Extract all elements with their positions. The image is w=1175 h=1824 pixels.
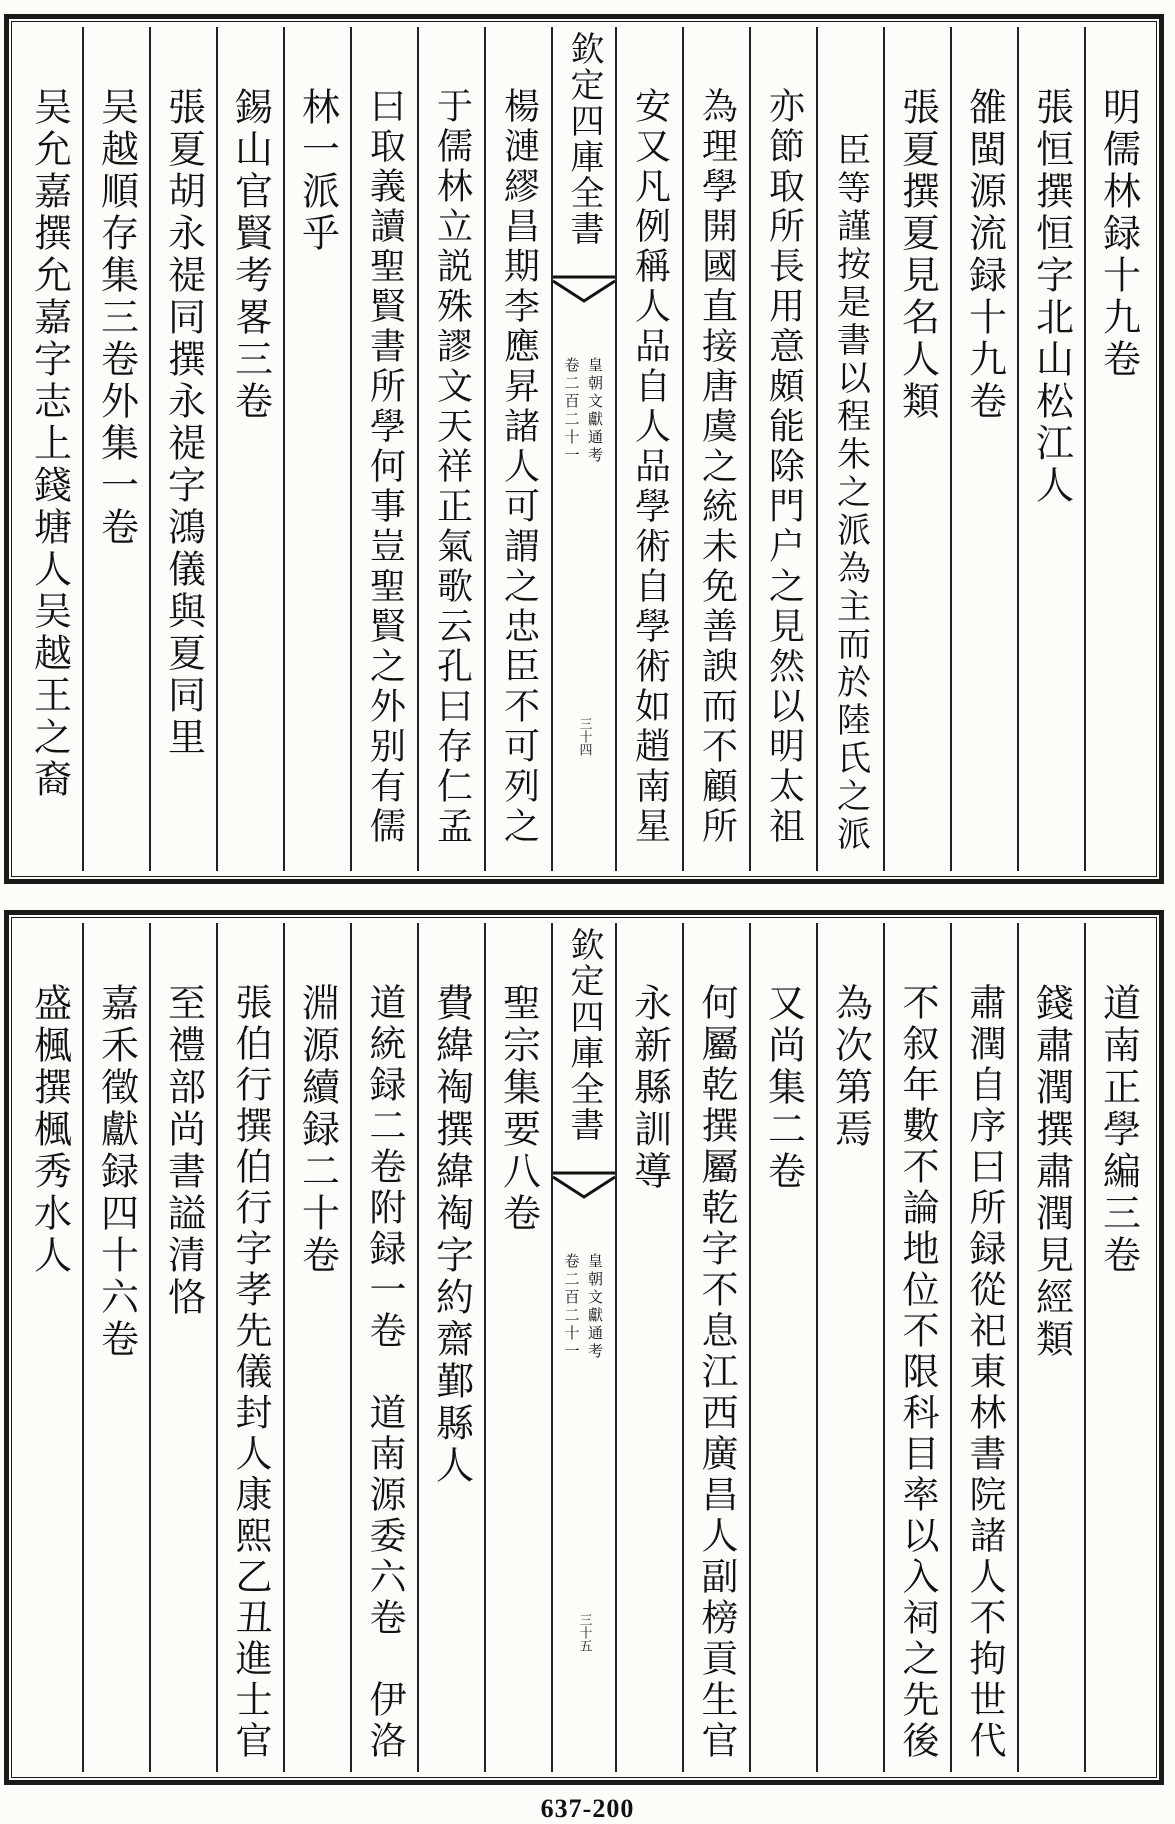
leaf-number: 三十四 (576, 717, 592, 756)
text-column (682, 27, 749, 871)
text-column (283, 27, 350, 871)
source-title: 皇朝文獻通考 (586, 1253, 604, 1361)
text-column (417, 923, 484, 1772)
column-text: 道南正學編三卷 (1096, 983, 1141, 1277)
bottom-page (4, 910, 1164, 1785)
column-text: 至禮部尚書謚清恪 (161, 983, 206, 1319)
column-text: 錢肅潤撰肅潤見經類 (1029, 983, 1074, 1361)
center-fold-column (551, 923, 615, 1772)
text-column (149, 27, 216, 871)
text-column (1017, 27, 1084, 871)
text-column (1084, 923, 1151, 1772)
fishtail-mark-icon (553, 1171, 615, 1211)
text-column (615, 27, 682, 871)
column-text: 雒閩源流録十九卷 (962, 87, 1007, 423)
text-column (82, 923, 149, 1772)
top-page (4, 14, 1164, 884)
column-text: 林一派乎 (295, 87, 340, 255)
column-text: 吴允嘉撰允嘉字志上錢塘人吴越王之裔 (27, 87, 72, 801)
text-column (1017, 923, 1084, 1772)
column-text: 為次第焉 (828, 983, 873, 1151)
column-text: 嘉禾徵獻録四十六卷 (94, 983, 139, 1361)
text-column (615, 923, 682, 1772)
text-column (950, 27, 1017, 871)
column-text: 肅潤自序曰所録從祀東林書院諸人不拘世代 (963, 983, 1006, 1762)
center-fold-column (551, 27, 615, 871)
volume-number: 卷二百二十一 (562, 1253, 581, 1361)
column-text: 何屬乾撰屬乾字不息江西廣昌人副榜貢生官 (695, 983, 738, 1762)
column-text: 又尚集二卷 (761, 983, 806, 1193)
book-title: 欽定四庫全書 (564, 927, 604, 1143)
text-column (883, 923, 950, 1772)
text-column (350, 923, 417, 1772)
column-text: 張夏胡永禔同撰永禔字鴻儀與夏同里 (161, 87, 206, 759)
column-text: 道統録二卷附録一卷 道南源委六卷 伊洛 (363, 983, 406, 1762)
column-text: 楊漣繆昌期李應昇諸人可謂之忠臣不可列之 (498, 87, 540, 847)
column-text: 安又凡例稱人品自人品學術自學術如趙南星 (629, 87, 671, 847)
column-text: 于儒林立説殊謬文天祥正氣歌云孔曰存仁孟 (431, 87, 473, 847)
top-columns (17, 27, 1151, 871)
text-column (484, 27, 551, 871)
text-column (816, 923, 883, 1772)
text-column (17, 27, 82, 871)
text-column (216, 27, 283, 871)
text-column (82, 27, 149, 871)
text-column (950, 923, 1017, 1772)
column-text: 永新縣訓導 (627, 983, 672, 1193)
column-text: 亦節取所長用意頗能除門户之見然以明太祖 (763, 87, 805, 847)
column-text: 錫山官賢考畧三卷 (228, 87, 273, 423)
column-text: 張恒撰恒字北山松江人 (1029, 87, 1074, 507)
text-column (149, 923, 216, 1772)
text-column (682, 923, 749, 1772)
column-text: 聖宗集要八卷 (496, 983, 541, 1235)
text-column (283, 923, 350, 1772)
leaf-number: 三十五 (576, 1613, 592, 1652)
text-column (484, 923, 551, 1772)
text-column (816, 27, 883, 871)
column-text: 張伯行撰伯行字孝先儀封人康熙乙丑進士官 (229, 983, 272, 1762)
column-text: 臣等謹按是書以程朱之派為主而於陸氏之派 (830, 132, 871, 854)
text-column (417, 27, 484, 871)
volume-number: 卷二百二十一 (562, 357, 581, 465)
column-text: 曰取義讀聖賢書所學何事豈聖賢之外别有儒 (364, 87, 406, 847)
column-text: 為理學開國直接唐虞之統未免善諛而不顧所 (696, 87, 738, 847)
bottom-columns (17, 923, 1151, 1772)
column-text: 張夏撰夏見名人類 (895, 87, 940, 423)
text-column (1084, 27, 1151, 871)
text-column (749, 27, 816, 871)
column-text: 費緯祹撰緯祹字約齋鄞縣人 (429, 983, 474, 1487)
text-column (216, 923, 283, 1772)
book-title: 欽定四庫全書 (564, 31, 604, 247)
text-column (350, 27, 417, 871)
text-column (883, 27, 950, 871)
column-text: 吴越順存集三卷外集一卷 (94, 87, 139, 549)
source-title: 皇朝文獻通考 (586, 357, 604, 465)
text-column (17, 923, 82, 1772)
column-text: 盛楓撰楓秀水人 (27, 983, 72, 1277)
text-column (749, 923, 816, 1772)
page-number-footer: 637-200 (540, 1794, 635, 1823)
column-text: 明儒林録十九卷 (1096, 87, 1141, 381)
fishtail-mark-icon (553, 275, 615, 315)
column-text: 淵源續録二十卷 (295, 983, 340, 1277)
column-text: 不叙年數不論地位不限科目率以入祠之先後 (896, 983, 939, 1762)
